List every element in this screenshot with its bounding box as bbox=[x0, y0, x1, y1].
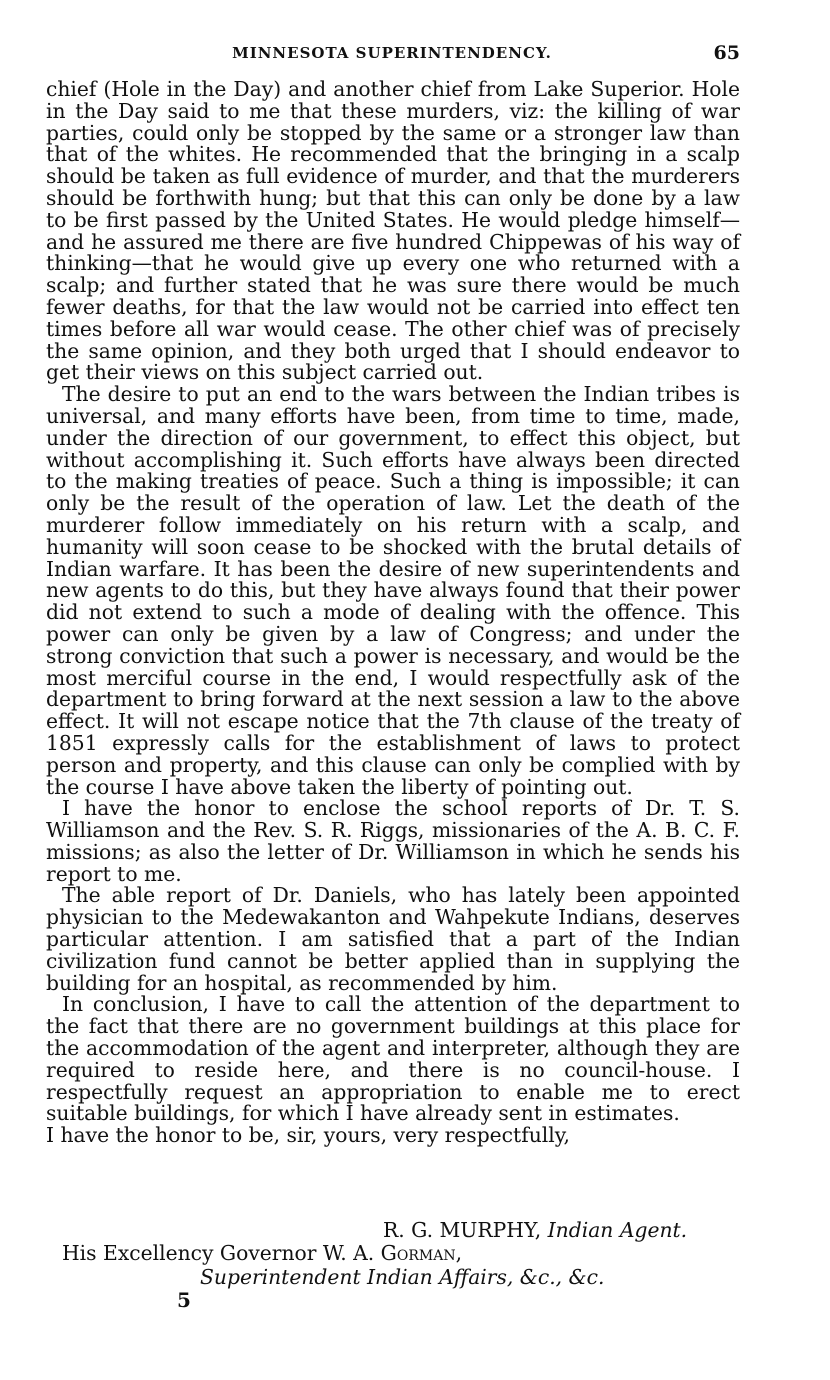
signature bbox=[383, 1218, 687, 1242]
addressee-title: Superintendent Indian Affairs, &c., &c. bbox=[200, 1265, 605, 1289]
paragraph: The able report of Dr. Daniels, who has lately been appointed physician to the Medewakanton and Wahpekute Indians, deserves particular attention. I am satisfied that a part of the Indian civilization fund cannot be better applied than in supplying the building for an hospital, as recommended by him. bbox=[46, 883, 740, 995]
addressee-prefix: His Excellency Governor W. A. bbox=[62, 1241, 375, 1265]
page-number: 65 bbox=[713, 42, 740, 64]
signature-mark: 5 bbox=[177, 1288, 191, 1312]
paragraph: The desire to put an end to the wars between the Indian tribes is universal, and many efforts have been, from time to time, made, under the direction of our government, to effect this object, but without accomplishing it. Such efforts have always been directed to the making treaties of peace. Such a thing is impossible; it can only be the result of the operation of law. Let the death of the murderer follow immediately on his return with a scalp, and humanity will soon cease to be shocked with the brutal details of Indian warfare. It has been the desire of new superintendents and new agents to do this, but they have always found that their power did not extend to such a mode of dealing with the offence. This power can only be given by a law of Congress; and under the strong conviction that such a power is necessary, and would be the most merciful course in the end, I would respectfully ask of the department to bring forward at the next session a law to the above effect. It will not escape notice that the 7th clause of the treaty of 1851 expressly calls for the establishment of laws to protect person and property, and this clause can only be complied with by the course I have above taken the liberty of pointing out. bbox=[46, 382, 740, 799]
signature-name: R. G. MURPHY, bbox=[383, 1218, 542, 1242]
paragraph-continuation: chief (Hole in the Day) and another chief from Lake Superior. Hole in the Day said to me that these murders, viz: the killing of war parties, could only be stopped by the same or a stronger law than that of the whites. He recommended that the bringing in a scalp should be taken as full evidence of murder, and that the murderers should be forthwith hung; but that this can only be done by a law to be first passed by the United States. He would pledge himself—and he assured me there are five hundred Chippewas of his way of thinking—that he would give up every one who returned with a scalp; and further stated that he was sure there would be much fewer deaths, for that the law would not be carried into effect ten times before all war would cease. The other chief was of precisely the same opinion, and they both urged that I should endeavor to get their views on this subject carried out. bbox=[46, 77, 740, 385]
closing-line: I have the honor to be, sir, yours, very respectfully, bbox=[46, 1123, 570, 1148]
addressee-surname: Gorman, bbox=[380, 1241, 463, 1265]
signature-title: Indian Agent. bbox=[547, 1218, 688, 1242]
running-title: MINNESOTA SUPERINTENDENCY. bbox=[232, 44, 552, 62]
paragraph: I have the honor to enclose the school reports of Dr. T. S. Williamson and the Rev. S. R. Riggs, missionaries of the A. B. C. F. missions; as also the letter of Dr. Williamson in which he sends his report to me. bbox=[46, 796, 740, 886]
running-head bbox=[44, 44, 740, 68]
paragraph: In conclusion, I have to call the attention of the department to the fact that there are no government buildings at this place for the accommodation of the agent and interpreter, although they are required to reside here, and there is no council-house. I respectfully request an appropriation to enable me to erect suitable buildings, for which I have already sent in estimates. bbox=[46, 992, 740, 1126]
body-text bbox=[46, 79, 740, 1147]
addressee bbox=[62, 1241, 462, 1265]
